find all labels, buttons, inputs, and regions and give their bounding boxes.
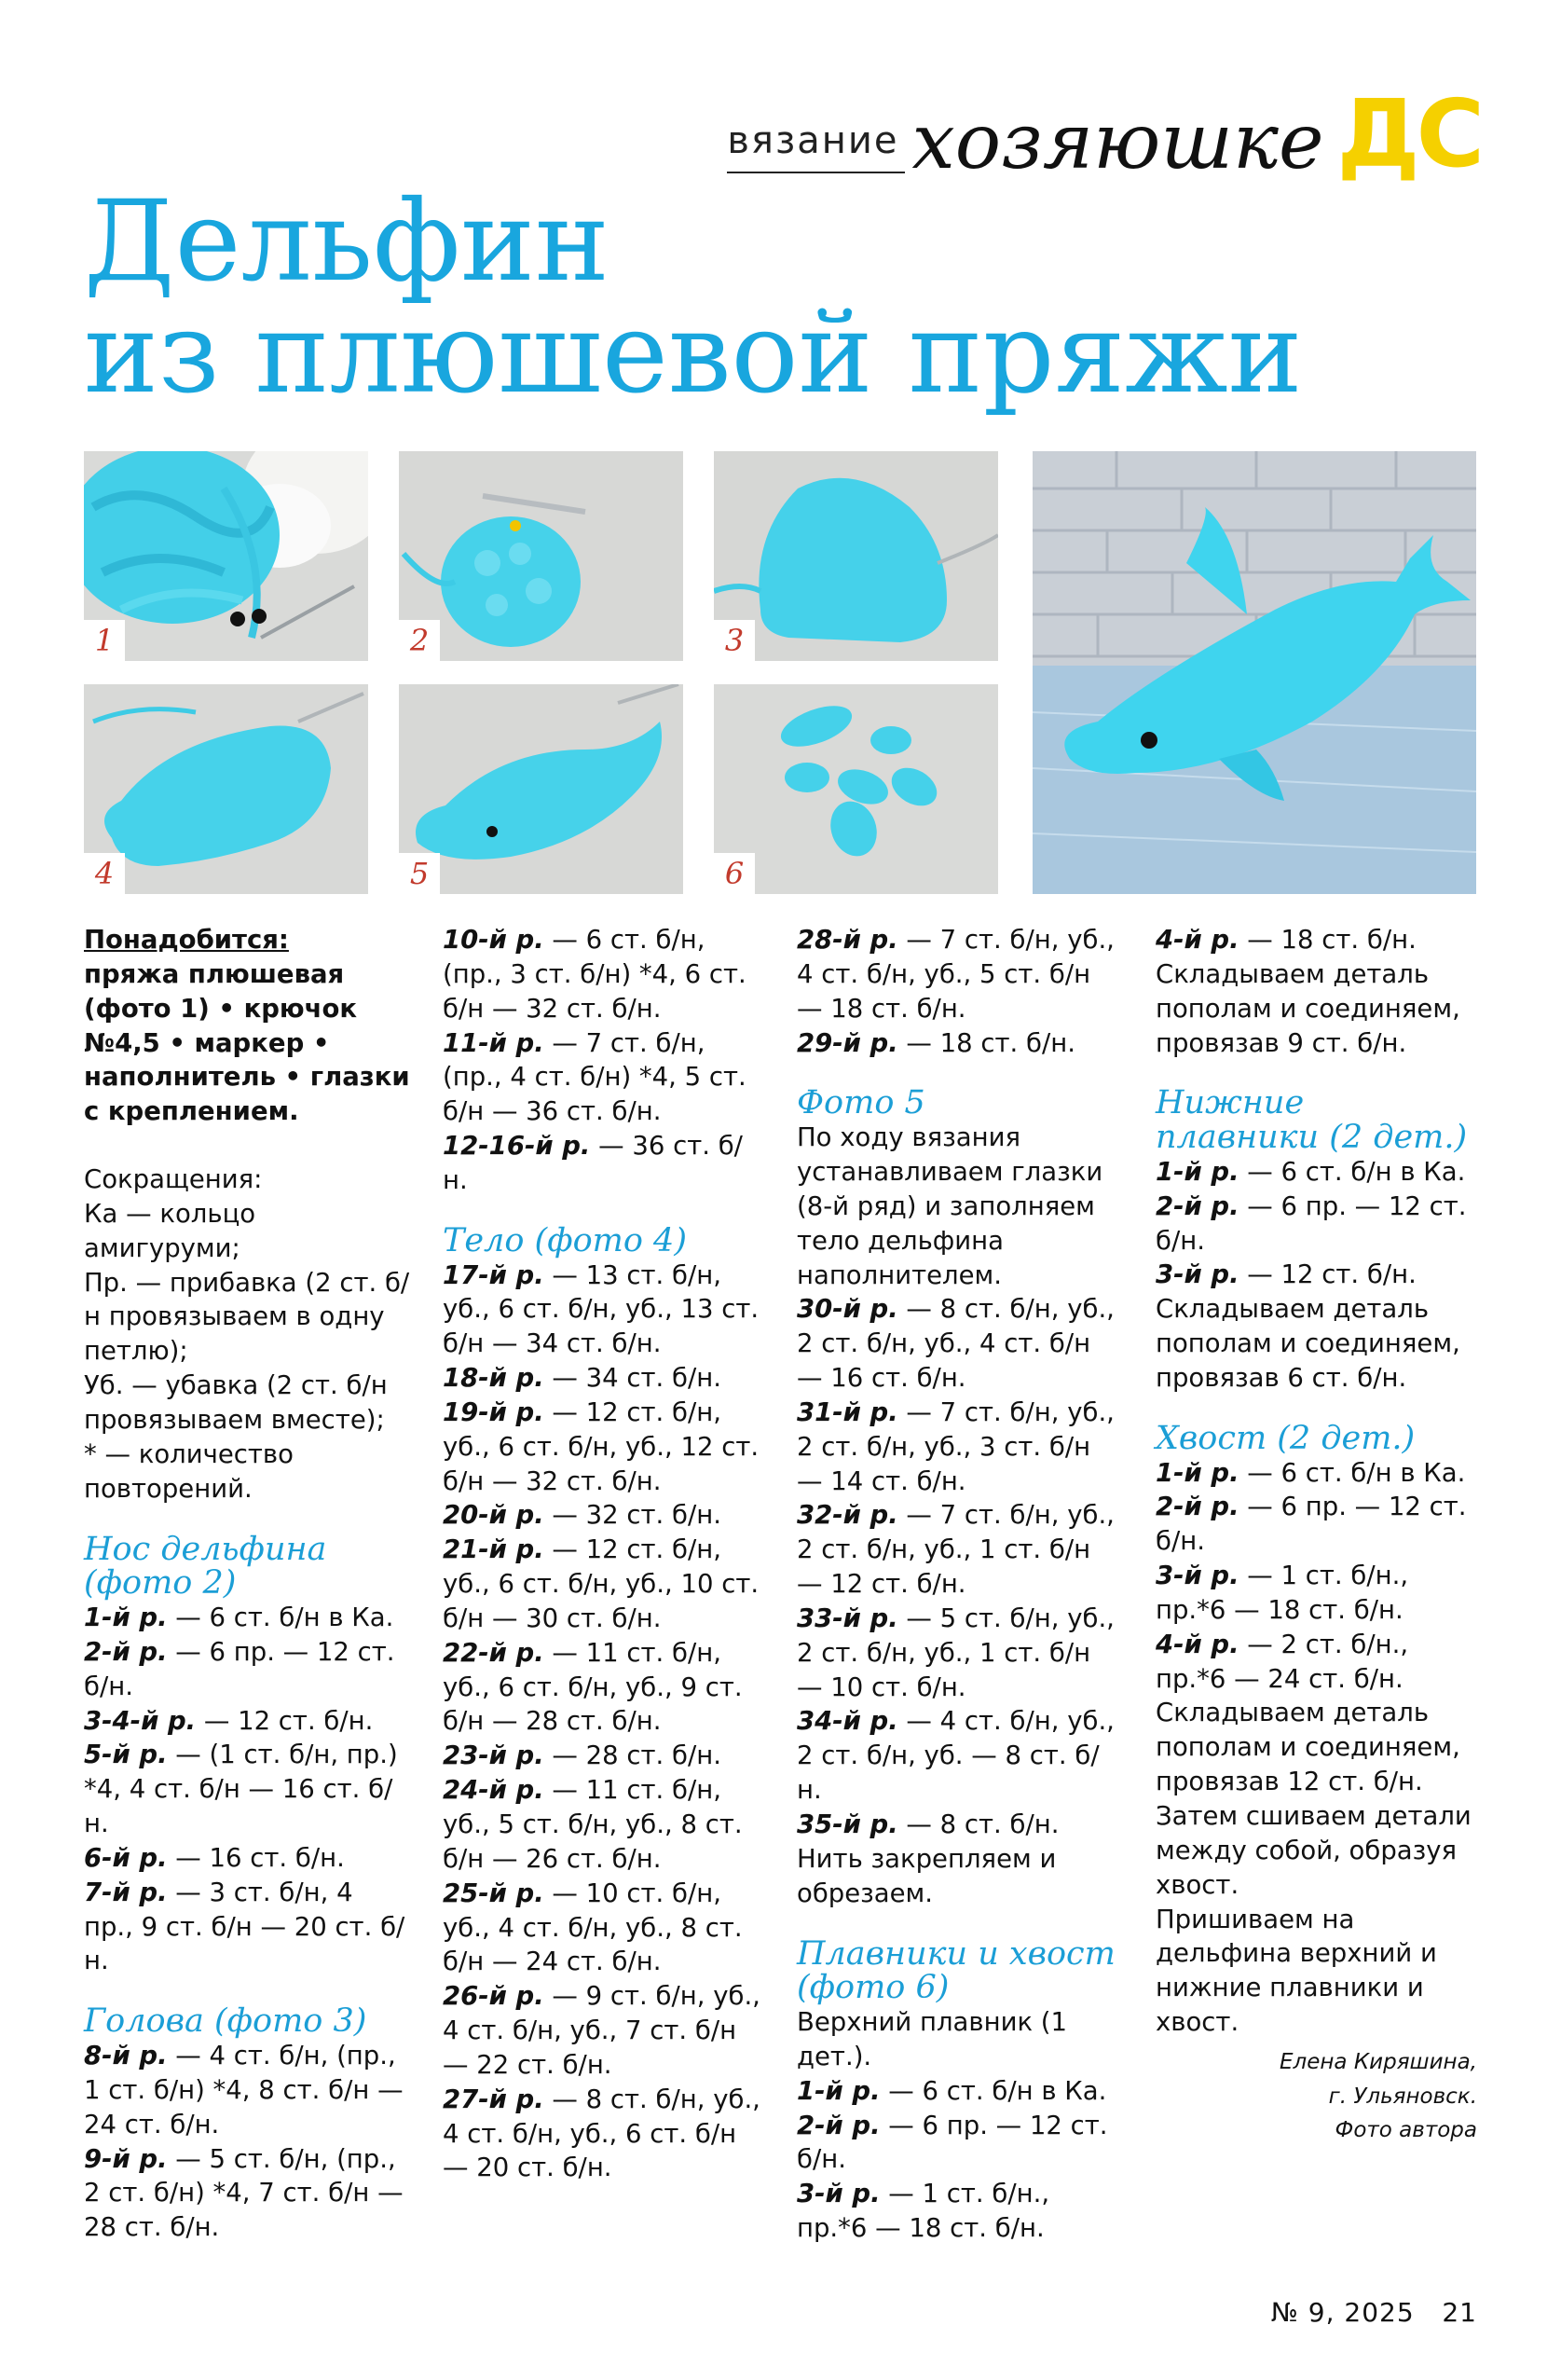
- instruction-row: [443, 1026, 764, 1130]
- row-label: 35-й р.: [797, 1809, 898, 1839]
- row-label: 8-й р.: [84, 2041, 168, 2071]
- nose-heading: Нос дельфина (фото 2): [84, 1530, 327, 1603]
- row-text: — 6 ст. б/н в Ка.: [1247, 1457, 1466, 1488]
- instruction-row: [1156, 1190, 1477, 1259]
- photo5-outro: Нить закрепляем и обрезаем.: [797, 1843, 1057, 1908]
- row-label: 1-й р.: [797, 2075, 881, 2106]
- section-label: вязание: [727, 119, 899, 162]
- row-text: — 10 ст. б/н, уб., 4 ст. б/н, уб., 8 ст. б/н — 24 ст. б/н.: [443, 1878, 743, 1977]
- instruction-row: [797, 1396, 1123, 1499]
- instruction-row: [797, 2177, 1123, 2246]
- row-text: — 34 ст. б/н.: [552, 1363, 721, 1394]
- row-text: — 7 ст. б/н, уб., 2 ст. б/н, уб., 3 ст. б/н — 14 ст. б/н.: [797, 1396, 1115, 1496]
- photo-4: [84, 684, 368, 894]
- instruction-row: [84, 2039, 410, 2142]
- photo-1: [84, 451, 368, 661]
- instruction-row: [443, 1259, 764, 1362]
- instruction-row: [1156, 1456, 1477, 1491]
- row-label: 3-й р.: [1156, 1561, 1239, 1591]
- lower-fins-outro: Складываем деталь пополам и соединяем, провязав 6 ст. б/н.: [1156, 1294, 1460, 1393]
- instruction-row: [443, 1396, 764, 1499]
- head-heading: Голова (фото 3): [84, 2002, 367, 2041]
- article-title: [84, 177, 1500, 419]
- instruction-row: [84, 1601, 410, 1635]
- row-text: — 12 ст. б/н.: [203, 1705, 374, 1736]
- nose-rows: [84, 1601, 410, 1978]
- row-label: 3-й р.: [797, 2179, 881, 2209]
- row-text: — 18 ст. б/н.: [1247, 925, 1417, 955]
- body-heading: Тело (фото 4): [443, 1221, 687, 1259]
- credit-photo: Фото автора: [1335, 2118, 1477, 2143]
- tail-rows: [1156, 1456, 1477, 1697]
- fins-heading: Плавники и хвост (фото 6): [797, 1934, 1116, 2007]
- page-folio: [1271, 2297, 1477, 2328]
- row-text: — 8 ст. б/н, уб., 4 ст. б/н, уб., 6 ст. б/н — 20 ст. б/н.: [443, 2084, 760, 2183]
- instruction-row: [84, 1876, 410, 1979]
- instruction-row: [797, 2074, 1123, 2109]
- row-text: — 11 ст. б/н, уб., 5 ст. б/н, уб., 8 ст. б/н — 26 ст. б/н.: [443, 1775, 743, 1874]
- row-text: — 6 пр. — 12 ст. б/н.: [1156, 1190, 1467, 1256]
- row-text: — 7 ст. б/н, уб., 2 ст. б/н, уб., 1 ст. б/н — 12 ст. б/н.: [797, 1500, 1115, 1600]
- photo-6-number: 6: [714, 853, 755, 894]
- row-label: 20-й р.: [443, 1500, 544, 1531]
- instruction-row: [443, 1129, 764, 1198]
- photo-main-dolphin: [1033, 451, 1476, 894]
- row-label: 10-й р.: [443, 925, 544, 955]
- instruction-row: [443, 1739, 764, 1773]
- text-column-4: [1156, 923, 1477, 2148]
- row-text: — 6 пр. — 12 ст. б/н.: [1156, 1492, 1467, 1557]
- row-text: — 6 ст. б/н в Ка.: [1247, 1156, 1466, 1187]
- row-text: — 18 ст. б/н.: [906, 1027, 1075, 1058]
- instruction-row: [1156, 1258, 1477, 1292]
- text-column-3: [797, 923, 1123, 2246]
- page-number: 21: [1442, 2297, 1477, 2328]
- magazine-name: хозяюшке: [911, 98, 1324, 186]
- photo5-heading: Фото 5: [797, 1084, 925, 1122]
- row-label: 2-й р.: [797, 2110, 881, 2140]
- issue-number: № 9, 2025: [1270, 2297, 1415, 2328]
- instruction-row: [443, 1773, 764, 1877]
- instruction-row: [797, 1602, 1123, 1705]
- photo-2: [399, 451, 683, 661]
- instruction-row: [443, 1979, 764, 2083]
- row-label: 23-й р.: [443, 1740, 544, 1771]
- magazine-badge: ДС: [1336, 79, 1481, 188]
- photo5-rows: [797, 1292, 1123, 1842]
- row-text: — 4 ст. б/н, уб., 2 ст. б/н, уб. — 8 ст. б/н.: [797, 1706, 1115, 1806]
- author-credit: [1156, 2045, 1477, 2148]
- row-label: 4-й р.: [1156, 1629, 1239, 1659]
- row-label: 28-й р.: [797, 925, 898, 955]
- row-label: 26-й р.: [443, 1981, 544, 2012]
- row-text: — 5 ст. б/н, уб., 2 ст. б/н, уб., 1 ст. б/н — 10 ст. б/н.: [797, 1603, 1115, 1702]
- text-column-2: [443, 923, 764, 2185]
- row-label: 11-й р.: [443, 1027, 544, 1058]
- abbr-ka: Ка — кольцо амигуруми;: [84, 1198, 256, 1263]
- row-label: 6-й р.: [84, 1842, 168, 1873]
- fins-subheading: Верхний плавник (1 дет.).: [797, 2007, 1068, 2071]
- row-label: 4-й р.: [1156, 925, 1239, 955]
- materials-heading: Понадобится:: [84, 925, 289, 955]
- row-label: 2-й р.: [1156, 1492, 1239, 1522]
- row-label: 21-й р.: [443, 1534, 544, 1565]
- instruction-row: [797, 1026, 1123, 1061]
- body-rows-part1: [443, 1259, 764, 2186]
- row-text: — 16 ст. б/н.: [175, 1842, 345, 1873]
- instruction-row: [443, 1361, 764, 1396]
- tail-heading: Хвост (2 дет.): [1156, 1419, 1416, 1457]
- row-text: — 7 ст. б/н, (пр., 4 ст. б/н) *4, 5 ст. б/н — 36 ст. б/н.: [443, 1027, 746, 1127]
- photo-4-number: 4: [84, 853, 125, 894]
- magazine-header: [727, 79, 1481, 188]
- instruction-row: [443, 923, 764, 1026]
- row-text: — 12 ст. б/н, уб., 6 ст. б/н, уб., 10 ст. б/н — 30 ст. б/н.: [443, 1534, 760, 1633]
- row-text: — 2 ст. б/н., пр.*6 — 24 ст. б/н.: [1156, 1629, 1409, 1694]
- instruction-row: [1156, 1155, 1477, 1190]
- instruction-row: [84, 1841, 410, 1876]
- row-text: — 28 ст. б/н.: [552, 1740, 721, 1771]
- instruction-row: [1156, 1559, 1477, 1628]
- row-text: — 6 ст. б/н в Ка.: [888, 2075, 1107, 2106]
- row-label: 33-й р.: [797, 1603, 898, 1633]
- tail-final: Пришиваем на дельфина верхний и нижние плавники и хвост.: [1156, 1904, 1437, 2038]
- row-label: 18-й р.: [443, 1363, 544, 1394]
- instruction-row: [797, 1808, 1123, 1842]
- abbr-star: * — количество повторений.: [84, 1438, 294, 1504]
- instruction-row: [84, 2142, 410, 2246]
- lower-fins-heading: Нижние плавники (2 дет.): [1156, 1084, 1468, 1157]
- instruction-row: [443, 1636, 764, 1740]
- row-text: — 7 ст. б/н, уб., 4 ст. б/н, уб., 5 ст. б/н — 18 ст. б/н.: [797, 925, 1115, 1024]
- instruction-row: [1156, 1628, 1477, 1697]
- row-text: — 5 ст. б/н, (пр., 2 ст. б/н) *4, 7 ст. б/н — 28 ст. б/н.: [84, 2143, 404, 2243]
- instruction-row: [797, 2109, 1123, 2178]
- row-text: — 4 ст. б/н, (пр., 1 ст. б/н) *4, 8 ст. б/н — 24 ст. б/н.: [84, 2041, 404, 2139]
- row-label: 17-й р.: [443, 1259, 544, 1290]
- row-text: — 32 ст. б/н.: [552, 1500, 721, 1531]
- tail-outro: Складываем деталь пополам и соединяем, провязав 12 ст. б/н. Затем сшиваем детали между собой, образуя хвост.: [1156, 1698, 1472, 1900]
- abbr-pr: Пр. — прибавка (2 ст. б/н провязываем в одну петлю);: [84, 1267, 410, 1367]
- row-label: 3-4-й р.: [84, 1705, 197, 1736]
- row-label: 27-й р.: [443, 2084, 544, 2114]
- instruction-row: [797, 923, 1123, 1026]
- head-rows-part1: [84, 2039, 410, 2245]
- row-label: 1-й р.: [1156, 1156, 1239, 1187]
- text-column-1: [84, 923, 410, 2245]
- row-label: 22-й р.: [443, 1637, 544, 1668]
- body-rows-part2: [797, 923, 1123, 1060]
- photo-5: [399, 684, 683, 894]
- abbr-ub: Уб. — убавка (2 ст. б/н провязываем вместе);: [84, 1370, 388, 1435]
- row-text: — 36 ст. б/н.: [443, 1131, 743, 1195]
- row-label: 31-й р.: [797, 1396, 898, 1427]
- row-text: — 9 ст. б/н, уб., 4 ст. б/н, уб., 7 ст. б/н — 22 ст. б/н.: [443, 1981, 760, 2080]
- row-text: — 6 ст. б/н, (пр., 3 ст. б/н) *4, 6 ст. б/н — 32 ст. б/н.: [443, 925, 746, 1024]
- row-label: 1-й р.: [1156, 1457, 1239, 1488]
- row-label: 1-й р.: [84, 1603, 168, 1632]
- row-label: 30-й р.: [797, 1294, 898, 1325]
- instruction-row: [797, 1704, 1123, 1808]
- row-text: — 6 пр. — 12 ст. б/н.: [84, 1636, 395, 1701]
- photo-3: [714, 451, 998, 661]
- row-text: — 11 ст. б/н, уб., 6 ст. б/н, уб., 9 ст. б/н — 28 ст. б/н.: [443, 1637, 743, 1737]
- title-line-1: Дельфин: [84, 177, 610, 307]
- photo-1-number: 1: [84, 620, 125, 661]
- lower-fins-rows: [1156, 1155, 1477, 1292]
- instruction-row: [84, 1704, 410, 1739]
- row-label: 19-й р.: [443, 1396, 544, 1427]
- row-label: 32-й р.: [797, 1500, 898, 1531]
- row-text: — 1 ст. б/н., пр.*6 — 18 ст. б/н.: [1156, 1561, 1409, 1625]
- credit-author: Елена Киряшина,: [1280, 2049, 1477, 2074]
- row-label: 3-й р.: [1156, 1259, 1239, 1290]
- row-label: 2-й р.: [1156, 1190, 1239, 1221]
- row-text: — 13 ст. б/н, уб., 6 ст. б/н, уб., 13 ст. б/н — 34 ст. б/н.: [443, 1259, 760, 1359]
- row-label: 25-й р.: [443, 1878, 544, 1908]
- title-line-2: из плюшевой пряжи: [84, 289, 1303, 419]
- instruction-row: [443, 1877, 764, 1980]
- row-label: 9-й р.: [84, 2143, 168, 2174]
- row-label: 29-й р.: [797, 1027, 898, 1058]
- abbr-heading: Сокращения:: [84, 1164, 263, 1195]
- row-label: 34-й р.: [797, 1706, 898, 1737]
- photo-5-number: 5: [399, 853, 440, 894]
- row-text: — 6 пр. — 12 ст. б/н.: [797, 2110, 1108, 2175]
- row-text: — 12 ст. б/н.: [1247, 1259, 1417, 1290]
- fins-outro: Складываем деталь пополам и соединяем, провязав 9 ст. б/н.: [1156, 958, 1460, 1058]
- row-text: — 8 ст. б/н, уб., 2 ст. б/н, уб., 4 ст. б/н — 16 ст. б/н.: [797, 1294, 1115, 1394]
- photo-3-number: 3: [714, 620, 755, 661]
- photo-2-number: 2: [399, 620, 440, 661]
- instruction-row: [84, 1738, 410, 1841]
- instruction-row: [1156, 923, 1477, 957]
- instruction-row: [443, 1498, 764, 1533]
- row-label: 24-й р.: [443, 1775, 544, 1806]
- row-text: — 8 ст. б/н.: [906, 1809, 1060, 1839]
- photo-6: [714, 684, 998, 894]
- row-label: 5-й р.: [84, 1740, 168, 1770]
- head-rows-part2: [443, 923, 764, 1198]
- credit-city: г. Ульяновск.: [1328, 2084, 1477, 2109]
- materials-list: пряжа плюшевая (фото 1) • крючок №4,5 • маркер • наполнитель • глазки с креплением.: [84, 958, 410, 1127]
- instruction-row: [84, 1635, 410, 1704]
- row-label: 2-й р.: [84, 1636, 168, 1667]
- row-text: — 3 ст. б/н, 4 пр., 9 ст. б/н — 20 ст. б/н.: [84, 1877, 405, 1976]
- row-text: — (1 ст. б/н, пр.) *4, 4 ст. б/н — 16 ст. б/н.: [84, 1740, 398, 1839]
- instruction-row: [443, 1533, 764, 1636]
- row-label: 12-16-й р.: [443, 1131, 591, 1162]
- instruction-row: [797, 1292, 1123, 1396]
- instruction-row: [1156, 1490, 1477, 1559]
- row-text: — 1 ст. б/н., пр.*6 — 18 ст. б/н.: [797, 2179, 1050, 2244]
- fins-rows-part1: [797, 2074, 1123, 2246]
- photo5-intro: По ходу вязания устанавливаем глазки (8-й ряд) и заполняем тело дельфина наполнителем.: [797, 1122, 1103, 1290]
- instruction-row: [443, 2083, 764, 2186]
- instruction-row: [797, 1498, 1123, 1602]
- row-text: — 6 ст. б/н в Ка.: [175, 1603, 394, 1632]
- row-label: 7-й р.: [84, 1877, 168, 1907]
- row-text: — 12 ст. б/н, уб., 6 ст. б/н, уб., 12 ст. б/н — 32 ст. б/н.: [443, 1396, 760, 1496]
- fins-rows-part2: [1156, 923, 1477, 957]
